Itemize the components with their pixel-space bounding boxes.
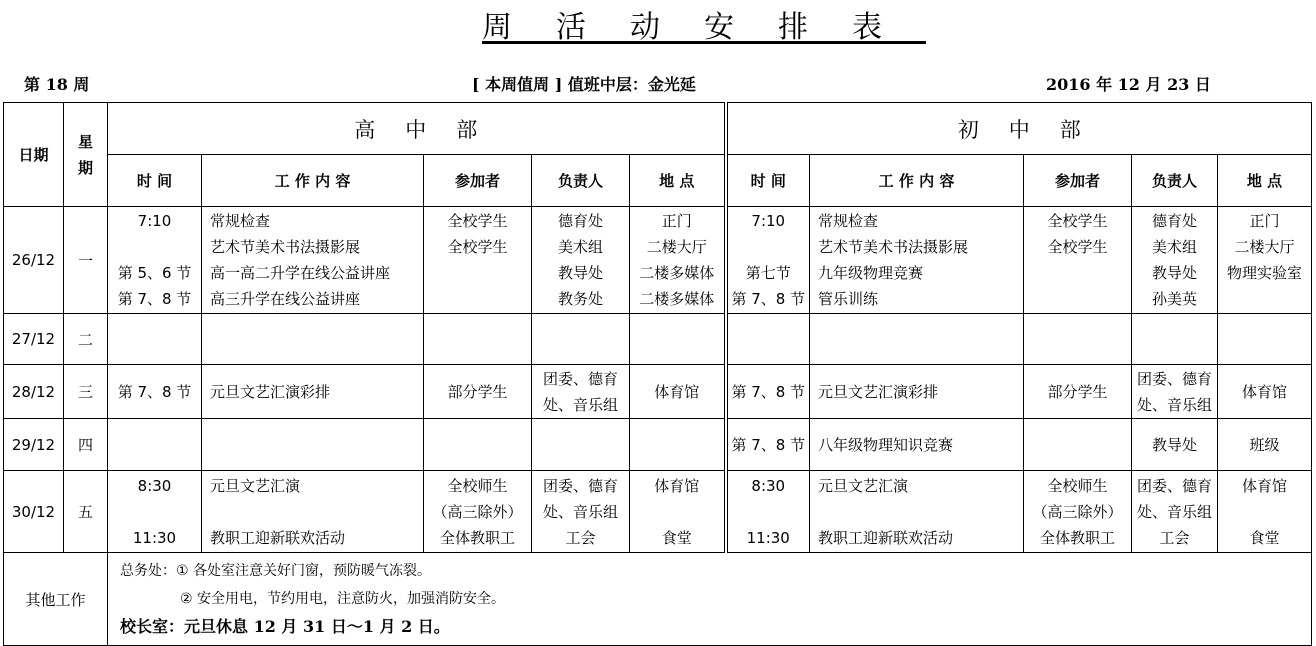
senior-time: 第 7、8 节	[117, 290, 192, 308]
junior-charge: 工会	[1159, 528, 1190, 547]
header-date: 日期	[4, 103, 64, 207]
senior-time-cell	[108, 471, 202, 553]
junior-charge-cell	[1132, 471, 1218, 553]
senior-content: 常规检查	[210, 212, 271, 230]
senior-content-cell	[202, 207, 424, 314]
junior-location: 正门	[1249, 212, 1280, 230]
junior-time-cell	[726, 471, 810, 553]
table-row	[4, 471, 1312, 553]
header-senior-time: 时 间	[108, 155, 202, 207]
junior-location: 物理实验室	[1226, 264, 1302, 282]
junior-content: 常规检查	[818, 212, 879, 230]
other-work-content	[108, 553, 1312, 646]
junior-location: 食堂	[1249, 528, 1280, 547]
header-senior-charge: 负责人	[532, 155, 630, 207]
junior-location: 体育馆	[1218, 365, 1312, 419]
junior-charge: 孙美英	[1151, 290, 1197, 308]
header-junior-content: 工 作 内 容	[810, 155, 1024, 207]
senior-time: 7:10	[137, 212, 172, 230]
senior-participants: 部分学生	[424, 365, 532, 419]
junior-time: 第 7、8 节	[726, 365, 810, 419]
column-header-row	[4, 155, 1312, 207]
junior-time: 第 7、8 节	[726, 419, 810, 471]
senior-charge: 工会	[565, 528, 596, 547]
junior-participants: 全体教职工	[1039, 528, 1115, 547]
other-work-line: ② 安全用电，节约用电，注意防火，加强消防安全。	[180, 591, 505, 607]
junior-location-cell	[1218, 207, 1312, 314]
junior-charge: 美术组	[1151, 238, 1197, 256]
senior-participants	[424, 286, 531, 312]
other-work-line: 校长室：元旦休息 12 月 31 日～1 月 2 日。	[120, 617, 450, 636]
row-weekday: 四	[64, 419, 108, 471]
page-title: 周活动安排表	[482, 10, 926, 45]
senior-participants-cell	[424, 207, 532, 314]
junior-time: 8:30	[751, 476, 786, 495]
senior-time: 8:30	[137, 476, 172, 495]
senior-time: 11:30	[132, 528, 177, 547]
senior-participants: 全校学生	[447, 212, 508, 230]
senior-location: 二楼大厅	[646, 238, 707, 256]
junior-time: 11:30	[746, 528, 790, 547]
row-date: 27/12	[4, 314, 64, 365]
senior-charge: 团委、德育处、音乐组	[532, 365, 630, 419]
document-date: 2016 年 12 月 23 日	[1046, 75, 1211, 94]
junior-charge: 团委、德育处、音乐组	[1132, 365, 1218, 419]
header-senior-content: 工 作 内 容	[202, 155, 424, 207]
row-date: 26/12	[4, 207, 64, 314]
junior-time: 第 7、8 节	[731, 290, 806, 308]
junior-content: 管乐训练	[818, 290, 879, 308]
junior-charge: 团委、德育	[1136, 476, 1212, 495]
junior-location	[1218, 499, 1311, 525]
senior-charge-cell	[532, 207, 630, 314]
junior-participants	[1024, 286, 1131, 312]
senior-location: 正门	[661, 212, 692, 230]
junior-time	[728, 499, 810, 525]
senior-location: 体育馆	[630, 365, 726, 419]
senior-participants	[424, 260, 531, 286]
senior-participants: 全体教职工	[439, 528, 515, 547]
junior-location	[1218, 286, 1311, 312]
row-weekday: 五	[64, 471, 108, 553]
junior-content: 九年级物理竞赛	[818, 264, 924, 282]
header-junior-dept: 初中部	[726, 103, 1312, 155]
junior-participants-cell	[1024, 471, 1132, 553]
senior-participants: 全校学生	[447, 238, 508, 256]
senior-charge: 团委、德育	[542, 476, 618, 495]
junior-content-cell	[810, 207, 1024, 314]
senior-location: 二楼多媒体	[639, 264, 715, 282]
senior-content: 高三升学在线公益讲座	[210, 290, 361, 308]
senior-time-cell	[108, 207, 202, 314]
junior-participants	[1024, 419, 1132, 471]
table-row	[4, 365, 1312, 419]
header-junior-charge: 负责人	[1132, 155, 1218, 207]
junior-charge: 教导处	[1151, 264, 1197, 282]
junior-content: 八年级物理知识竞赛	[810, 419, 1024, 471]
senior-content: 元旦文艺汇演彩排	[202, 365, 424, 419]
header-junior-location: 地 点	[1218, 155, 1312, 207]
senior-time	[108, 234, 201, 260]
junior-charge: 德育处	[1151, 212, 1197, 230]
senior-charge: 美术组	[557, 238, 603, 256]
table-row	[4, 314, 1312, 365]
junior-location: 班级	[1218, 419, 1312, 471]
junior-time: 7:10	[751, 212, 786, 230]
junior-charge: 教导处	[1132, 419, 1218, 471]
senior-time	[108, 499, 201, 525]
junior-charge-cell	[1132, 207, 1218, 314]
row-weekday: 三	[64, 365, 108, 419]
header-senior-dept: 高中部	[108, 103, 726, 155]
junior-charge: 处、音乐组	[1136, 502, 1212, 521]
header-junior-time: 时 间	[726, 155, 810, 207]
row-date: 29/12	[4, 419, 64, 471]
senior-location	[630, 499, 724, 525]
senior-content	[210, 499, 423, 525]
junior-content-cell	[810, 471, 1024, 553]
junior-location-cell	[1218, 471, 1312, 553]
senior-time: 第 7、8 节	[108, 365, 202, 419]
senior-content: 教职工迎新联欢活动	[210, 528, 346, 547]
duty-officer: [ 本周值周 ] 值班中层：金光延	[472, 75, 696, 94]
schedule-table	[3, 102, 1312, 646]
senior-location-cell	[630, 471, 726, 553]
junior-participants: 全校师生	[1047, 476, 1108, 495]
junior-participants: （高三除外）	[1032, 502, 1123, 521]
other-work-row	[4, 553, 1312, 646]
row-weekday: 二	[64, 314, 108, 365]
senior-location: 二楼多媒体	[639, 290, 715, 308]
header-junior-participants: 参加者	[1024, 155, 1132, 207]
senior-participants: 全校师生	[447, 476, 508, 495]
header-weekday: 星期	[64, 103, 108, 207]
senior-time: 第 5、6 节	[117, 264, 192, 282]
senior-content: 高一高二升学在线公益讲座	[210, 264, 391, 282]
junior-time: 第七节	[745, 264, 791, 282]
senior-content-cell	[202, 471, 424, 553]
header-senior-participants: 参加者	[424, 155, 532, 207]
senior-charge-cell	[532, 471, 630, 553]
dept-header-row	[4, 103, 1312, 155]
junior-content: 元旦文艺汇演彩排	[810, 365, 1024, 419]
header-senior-location: 地 点	[630, 155, 726, 207]
senior-location: 食堂	[661, 528, 692, 547]
junior-content	[818, 499, 1023, 525]
row-date: 28/12	[4, 365, 64, 419]
junior-content: 元旦文艺汇演	[818, 476, 909, 495]
senior-location: 体育馆	[654, 476, 700, 495]
junior-time	[728, 234, 810, 260]
senior-charge: 处、音乐组	[542, 502, 618, 521]
senior-location-cell	[630, 207, 726, 314]
table-row	[4, 419, 1312, 471]
week-label: 第 18 周	[24, 75, 90, 94]
row-weekday: 一	[64, 207, 108, 314]
senior-charge: 教务处	[557, 290, 603, 308]
table-row	[4, 207, 1312, 314]
junior-participants: 部分学生	[1024, 365, 1132, 419]
row-date: 30/12	[4, 471, 64, 553]
junior-participants-cell	[1024, 207, 1132, 314]
senior-participants-cell	[424, 471, 532, 553]
junior-location: 二楼大厅	[1234, 238, 1295, 256]
junior-time-cell	[726, 207, 810, 314]
other-work-label: 其他工作	[4, 553, 108, 646]
junior-participants	[1024, 260, 1131, 286]
junior-content: 教职工迎新联欢活动	[818, 528, 954, 547]
junior-participants: 全校学生	[1047, 238, 1108, 256]
junior-location: 体育馆	[1241, 476, 1287, 495]
senior-content: 元旦文艺汇演	[210, 476, 301, 495]
junior-participants: 全校学生	[1047, 212, 1108, 230]
junior-content: 艺术节美术书法摄影展	[818, 238, 969, 256]
senior-participants: （高三除外）	[432, 502, 523, 521]
senior-charge: 教导处	[557, 264, 603, 282]
other-work-line: 总务处：① 各处室注意关好门窗，预防暖气冻裂。	[120, 563, 431, 579]
senior-content: 艺术节美术书法摄影展	[210, 238, 361, 256]
senior-charge: 德育处	[557, 212, 603, 230]
